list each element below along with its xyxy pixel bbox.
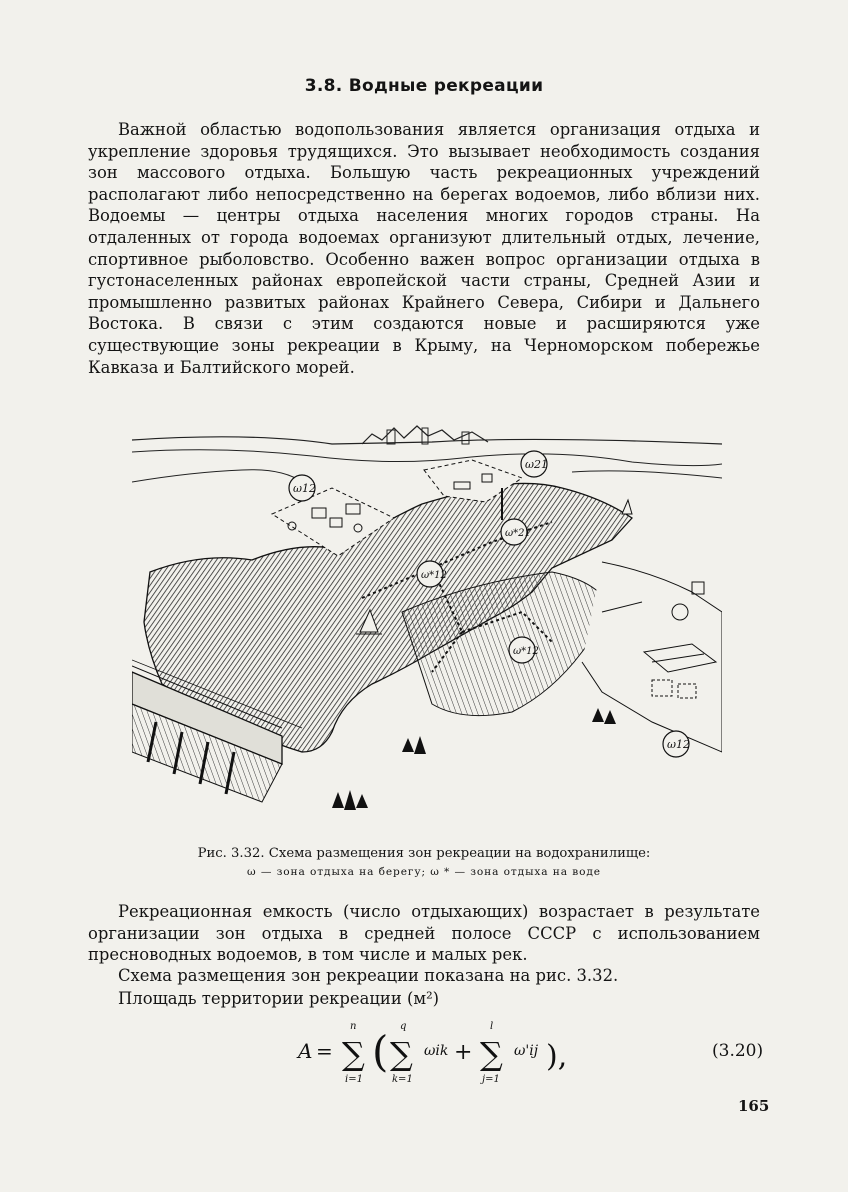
left-paren: (: [372, 1027, 389, 1076]
svg-text:ω12: ω12: [293, 482, 316, 495]
zone-label: [521, 451, 548, 477]
trees: [332, 708, 616, 810]
sum-sign: ∑: [390, 1035, 413, 1073]
figure-caption: Рис. 3.32. Схема размещения зон рекреации на водохранилище:: [197, 846, 651, 861]
text-line-scheme-reference: Схема размещения зон рекреации показана на рис. 3.32.: [118, 966, 619, 985]
svg-text:k=1: k=1: [392, 1074, 413, 1085]
svg-text:ω21: ω21: [525, 458, 548, 471]
distant-city: [132, 426, 722, 444]
area-formula: [296, 1010, 596, 1095]
sum-sign: ∑: [480, 1035, 503, 1073]
section-title: 3.8. Водные рекреации: [304, 76, 544, 96]
zone-label: [663, 731, 690, 757]
svg-text:ωik: ωik: [424, 1043, 449, 1059]
svg-text:),: ),: [546, 1039, 568, 1074]
svg-text:i=1: i=1: [345, 1074, 363, 1085]
right-shore-buildings: [582, 562, 722, 752]
text-line-area-definition: Площадь территории рекреации (м²): [118, 989, 440, 1008]
svg-text:A: A: [298, 1039, 313, 1063]
svg-text:ω12: ω12: [667, 738, 690, 751]
page-number: 165: [738, 1097, 770, 1115]
svg-text:ω*12: ω*12: [421, 570, 447, 581]
paragraph-intro: Важной областью водопользования является организация отдыха и укрепление здоровья трудящихся. Это вызывает необходимость создания зон массового отдыха. Большую часть рекреационных учреждений располагают либо непосредственно на берегах водоемов, либо вблизи них. Водоемы — центры отдыха населения многих городов страны. На отдаленных от города водоемах организуют длительный отдых, лечение, спортивное рыболовство. Особенно важен вопрос организации отдыха в густонаселенных районах европейской части страны, Средней Азии и промышленно развитых районах Крайнего Севера, Сибири и Дальнего Востока. В связи с этим создаются новые и расширяются уже существующие зоны рекреации в Крыму, на Черноморском побережье Кавказа и Балтийского морей.: [88, 120, 760, 377]
equation-number: (3.20): [712, 1041, 764, 1061]
figure-legend: ω — зона отдыха на берегу; ω * — зона отдыха на воде: [247, 866, 601, 878]
svg-text:l: l: [490, 1021, 494, 1032]
svg-text:n: n: [350, 1021, 357, 1032]
svg-text:=: =: [316, 1039, 333, 1063]
sum-sign: ∑: [342, 1035, 365, 1073]
svg-text:ω*12: ω*12: [513, 646, 539, 657]
svg-text:j=1: j=1: [482, 1074, 500, 1085]
svg-text:q: q: [400, 1021, 407, 1032]
svg-text:ω'ij: ω'ij: [514, 1043, 539, 1059]
svg-text:+: +: [454, 1040, 473, 1065]
sailboat: [622, 500, 632, 514]
svg-text:ω*21: ω*21: [505, 528, 531, 539]
zone-label: [289, 475, 316, 501]
paragraph-capacity: Рекреационная емкость (число отдыхающих) возрастает в результате организации зон отдыха в средней полосе СССР с использованием пресноводных водоемов, в том числе и малых рек.: [88, 902, 760, 965]
reservoir-recreation-figure: [132, 422, 722, 832]
